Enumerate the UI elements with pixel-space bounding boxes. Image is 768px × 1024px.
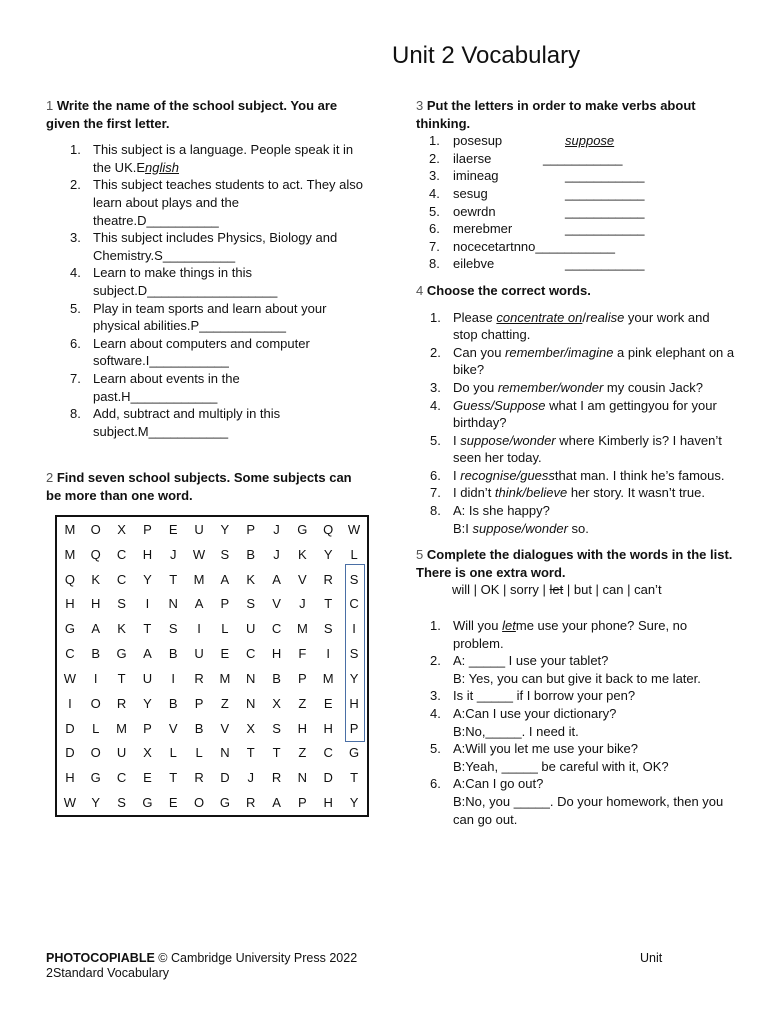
grid-letter: Y <box>91 795 101 811</box>
list-item: 6. Learn about computers and computer software.I___________ <box>70 335 310 369</box>
grid-letter: R <box>323 571 333 587</box>
table-row: 1. posesup suppose <box>429 133 615 149</box>
section-4-list <box>416 309 736 538</box>
grid-letter: H <box>271 646 282 662</box>
section-5-instruction: Complete the dialogues with the words in the list. There is one extra word. <box>416 547 733 580</box>
grid-letter: R <box>271 770 282 786</box>
grid-letter: J <box>273 521 280 537</box>
section-1-list <box>46 141 366 440</box>
grid-letter: L <box>221 621 229 637</box>
section-4-heading <box>416 282 736 300</box>
grid-letter: C <box>246 646 256 662</box>
grid-letter: Z <box>220 695 229 711</box>
grid-letter: A <box>272 795 281 811</box>
grid-row <box>57 691 367 716</box>
grid-letter: M <box>64 546 76 562</box>
grid-row <box>57 790 367 815</box>
grid-letter: J <box>169 546 177 562</box>
word-search-grid <box>55 515 369 817</box>
grid-letter: B <box>168 646 178 662</box>
section-5-list <box>416 617 736 828</box>
footer-line2: 2Standard Vocabulary <box>46 966 170 980</box>
grid-letter: I <box>197 621 201 637</box>
grid-letter: V <box>298 571 307 587</box>
section-number: 2 <box>46 470 54 485</box>
grid-letter: P <box>220 596 230 612</box>
grid-letter: D <box>65 720 75 736</box>
grid-letter: K <box>117 621 126 637</box>
crossed-out-word: let <box>549 582 564 598</box>
grid-letter: L <box>350 546 358 562</box>
list-item: 1. Please concentrate on/realise your work and stop chatting. <box>430 309 710 343</box>
grid-letter: J <box>247 770 254 786</box>
grid-letter: B <box>272 670 281 686</box>
grid-letter: J <box>273 546 280 562</box>
grid-letter: E <box>323 695 333 711</box>
grid-letter: C <box>323 745 333 761</box>
grid-row <box>57 616 367 641</box>
list-item: 2. This subject teaches students to act. They also learn about plays and the theatre.D__________ <box>70 177 364 228</box>
grid-letter: M <box>296 621 308 637</box>
grid-letter: U <box>194 521 204 537</box>
grid-letter: A <box>194 596 204 612</box>
grid-letter: H <box>323 720 333 736</box>
list-item: 4. Guess/Suppose what I am gettingyou for your birthday? <box>430 397 717 431</box>
word-list: will | OK | sorry | let | but | can | can’t <box>452 582 662 598</box>
grid-letter: T <box>117 670 126 686</box>
grid-letter: T <box>246 745 255 761</box>
grid-letter: P <box>298 795 307 811</box>
grid-letter: H <box>297 720 308 736</box>
grid-letter: F <box>298 646 307 662</box>
grid-letter: T <box>350 770 359 786</box>
grid-letter: H <box>349 695 359 711</box>
grid-letter: I <box>93 670 98 686</box>
grid-letter: A <box>91 621 101 637</box>
grid-letter: S <box>349 646 359 662</box>
list-item: 8. A: Is she happy? B:I suppose/wonder so. <box>430 503 589 536</box>
table-row: 6. merebmer ___________ <box>429 221 645 237</box>
grid-letter: E <box>168 521 178 537</box>
section-1-heading <box>46 97 366 132</box>
grid-letter: Z <box>298 745 307 761</box>
grid-letter: N <box>246 695 256 711</box>
grid-letter: K <box>298 546 307 562</box>
list-item: 5. A:Will you let me use your bike? B:Yeah, _____ be careful with it, OK? <box>430 741 669 774</box>
grid-letter: G <box>64 621 75 637</box>
grid-letter: M <box>116 720 127 736</box>
grid-letter: B <box>91 646 101 662</box>
list-item: 6. A:Can I go out? B:No, you _____. Do your homework, then you can go out. <box>430 776 724 827</box>
list-item: 4. A:Can I use your dictionary? B:No,_____. I need it. <box>430 706 617 739</box>
grid-letter: R <box>194 670 204 686</box>
answer-example: suppose <box>565 133 615 149</box>
list-item: 5. Play in team sports and learn about your physical abilities.P____________ <box>70 300 327 334</box>
grid-letter: I <box>352 621 356 637</box>
grid-letter: V <box>168 720 178 736</box>
right-column <box>416 97 736 828</box>
footer <box>46 951 357 981</box>
grid-letter: L <box>92 720 100 736</box>
grid-letter: P <box>194 695 204 711</box>
section-3-instruction: Put the letters in order to make verbs about thinking. <box>416 98 696 131</box>
grid-letter: I <box>171 670 176 686</box>
grid-letter: Y <box>220 521 230 537</box>
grid-letter: V <box>220 720 230 736</box>
grid-letter: K <box>91 571 101 587</box>
grid-letter: T <box>169 770 178 786</box>
grid-letter: P <box>298 670 307 686</box>
grid-letter: C <box>349 596 359 612</box>
grid-letter: C <box>116 546 127 562</box>
grid-letter: Y <box>143 571 152 587</box>
grid-letter: R <box>194 770 204 786</box>
list-item: 1. This subject is a language. People speak it in the UK.English <box>70 142 354 175</box>
grid-letter: U <box>246 621 256 637</box>
list-item: 7. I didn’t think/believe her story. It wasn’t true. <box>430 485 705 501</box>
section-2-heading <box>46 469 366 504</box>
table-row: 2. ilaerse ___________ <box>429 150 623 166</box>
list-item: 4. Learn to make things in this subject.D__________________ <box>70 265 278 298</box>
grid-letter: S <box>272 720 281 736</box>
grid-letter: D <box>323 770 333 786</box>
grid-letter: T <box>324 596 333 612</box>
grid-letter: G <box>90 770 101 786</box>
list-item: 2. Can you remember/imagine a pink elephant on a bike? <box>430 344 735 378</box>
list-item: 5. I suppose/wonder where Kimberly is? I haven’t seen her today. <box>430 432 722 466</box>
grid-letter: I <box>326 646 330 662</box>
grid-letter: W <box>347 521 361 537</box>
grid-letter: J <box>299 596 306 612</box>
table-row: 8. eilebve ___________ <box>429 256 645 272</box>
list-item: 1. Will you letme use your phone? Sure, no problem. <box>430 618 688 651</box>
grid-letter: H <box>323 795 333 811</box>
grid-row <box>57 591 367 616</box>
grid-letter: H <box>142 546 153 562</box>
grid-letter: N <box>297 770 308 786</box>
table-row: 3. imineag ___________ <box>429 168 645 184</box>
grid-letter: C <box>116 770 127 786</box>
grid-row <box>57 567 367 592</box>
grid-letter: D <box>65 745 75 761</box>
list-item: 6. I recognise/guessthat man. I think he’s famous. <box>430 467 725 483</box>
grid-letter: E <box>143 770 152 786</box>
grid-row <box>57 716 367 741</box>
anagram-table <box>429 132 645 273</box>
section-2-instruction: Find seven school subjects. Some subjects can be more than one word. <box>46 470 352 503</box>
grid-row <box>57 666 367 691</box>
grid-letter: A <box>220 571 230 587</box>
grid-letter: A <box>272 571 281 587</box>
grid-letter: C <box>65 646 75 662</box>
section-number: 3 <box>416 98 424 113</box>
answer-example: let <box>502 618 516 634</box>
found-word-highlight <box>345 564 365 742</box>
grid-letter: M <box>219 670 231 686</box>
grid-letter: W <box>63 795 77 811</box>
grid-letter: R <box>116 695 127 711</box>
grid-letter: E <box>168 795 178 811</box>
grid-letter: V <box>272 596 281 612</box>
list-item: 3. This subject includes Physics, Biology and Chemistry.S__________ <box>70 230 338 263</box>
grid-letter: X <box>272 695 281 711</box>
grid-letter: T <box>143 621 152 637</box>
section-5-heading <box>416 546 736 581</box>
grid-letter: O <box>90 745 101 761</box>
table-row: 4. sesug ___________ <box>429 185 645 201</box>
grid-letter: N <box>246 670 256 686</box>
grid-letter: P <box>143 521 152 537</box>
list-item: 3. Do you remember/wonder my cousin Jack? <box>430 379 704 395</box>
section-1-instruction: Write the name of the school subject. You are given the first letter. <box>46 98 338 131</box>
grid-letter: I <box>68 695 72 711</box>
answer-example: nglish <box>145 159 179 175</box>
grid-letter: Z <box>298 695 307 711</box>
grid-letter: Q <box>90 546 101 562</box>
grid-letter: S <box>117 795 126 811</box>
footer-copyright: © Cambridge University Press 2022 <box>154 951 358 965</box>
grid-row <box>57 542 367 567</box>
grid-row <box>57 517 367 542</box>
grid-letter: A <box>143 646 152 662</box>
grid-letter: S <box>349 571 359 587</box>
section-number: 4 <box>416 282 424 298</box>
section-3-heading <box>416 97 736 132</box>
left-column <box>46 97 366 440</box>
grid-letter: H <box>65 596 75 612</box>
grid-letter: G <box>219 795 230 811</box>
grid-letter: T <box>272 745 281 761</box>
grid-letter: R <box>246 795 256 811</box>
grid-letter: S <box>168 621 178 637</box>
grid-letter: X <box>117 521 126 537</box>
grid-letter: T <box>169 571 178 587</box>
grid-letter: K <box>246 571 256 587</box>
page-title: Unit 2 Vocabulary <box>392 42 581 69</box>
grid-letter: X <box>246 720 256 736</box>
grid-letter: Y <box>323 546 333 562</box>
footer-photocopiable: PHOTOCOPIABLE <box>46 951 155 965</box>
section-4-instruction: Choose the correct words. <box>426 282 591 298</box>
grid-letter: N <box>220 745 230 761</box>
grid-letter: B <box>194 720 204 736</box>
grid-row <box>57 765 367 790</box>
grid-letter: P <box>349 720 359 736</box>
grid-letter: P <box>246 521 256 537</box>
grid-letter: S <box>246 596 256 612</box>
list-item: 7. Learn about events in the past.H____________ <box>70 370 240 404</box>
grid-letter: W <box>63 670 77 686</box>
grid-letter: Q <box>323 521 334 537</box>
grid-letter: B <box>246 546 256 562</box>
grid-row <box>57 641 367 666</box>
grid-letter: S <box>220 546 230 562</box>
grid-letter: C <box>271 621 282 637</box>
grid-letter: Y <box>349 795 359 811</box>
grid-letter: M <box>322 670 334 686</box>
footer-unit: Unit <box>640 951 663 965</box>
grid-letter: G <box>348 745 360 761</box>
list-item: 2. A: _____ I use your tablet? B: Yes, you can but give it back to me later. <box>430 653 701 686</box>
list-item: 8. Add, subtract and multiply in this subject.M___________ <box>70 406 281 439</box>
grid-letter: D <box>220 770 230 786</box>
grid-letter: M <box>64 521 76 537</box>
grid-letter: W <box>192 546 206 562</box>
grid-letter: H <box>91 596 101 612</box>
grid-letter: O <box>193 795 205 811</box>
grid-letter: N <box>168 596 178 612</box>
grid-letter: G <box>142 795 153 811</box>
grid-row <box>57 740 367 765</box>
grid-letter: S <box>117 596 126 612</box>
grid-letter: U <box>194 646 204 662</box>
grid-letter: B <box>168 695 178 711</box>
list-item: 3. Is it _____ if I borrow your pen? <box>430 688 636 704</box>
table-row: 5. oewrdn ___________ <box>429 203 645 219</box>
word-search-table <box>57 517 367 815</box>
grid-letter: P <box>143 720 152 736</box>
grid-letter: Y <box>349 670 359 686</box>
grid-letter: E <box>220 646 230 662</box>
grid-letter: G <box>116 646 127 662</box>
section-number: 1 <box>46 98 54 113</box>
grid-letter: X <box>143 745 152 761</box>
grid-letter: M <box>193 571 205 587</box>
grid-letter: L <box>195 745 203 761</box>
grid-letter: O <box>90 695 101 711</box>
grid-letter: L <box>169 745 177 761</box>
grid-letter: O <box>90 521 101 537</box>
grid-letter: C <box>116 571 127 587</box>
grid-letter: G <box>297 521 308 537</box>
grid-letter: U <box>116 745 127 761</box>
grid-letter: Y <box>143 695 152 711</box>
grid-letter: H <box>65 770 75 786</box>
table-row: 7. nocecetartnno___________ <box>429 238 615 254</box>
section-number: 5 <box>416 547 424 563</box>
grid-letter: Q <box>64 571 75 587</box>
grid-letter: I <box>145 596 150 612</box>
grid-letter: S <box>323 621 333 637</box>
grid-letter: U <box>142 670 153 686</box>
